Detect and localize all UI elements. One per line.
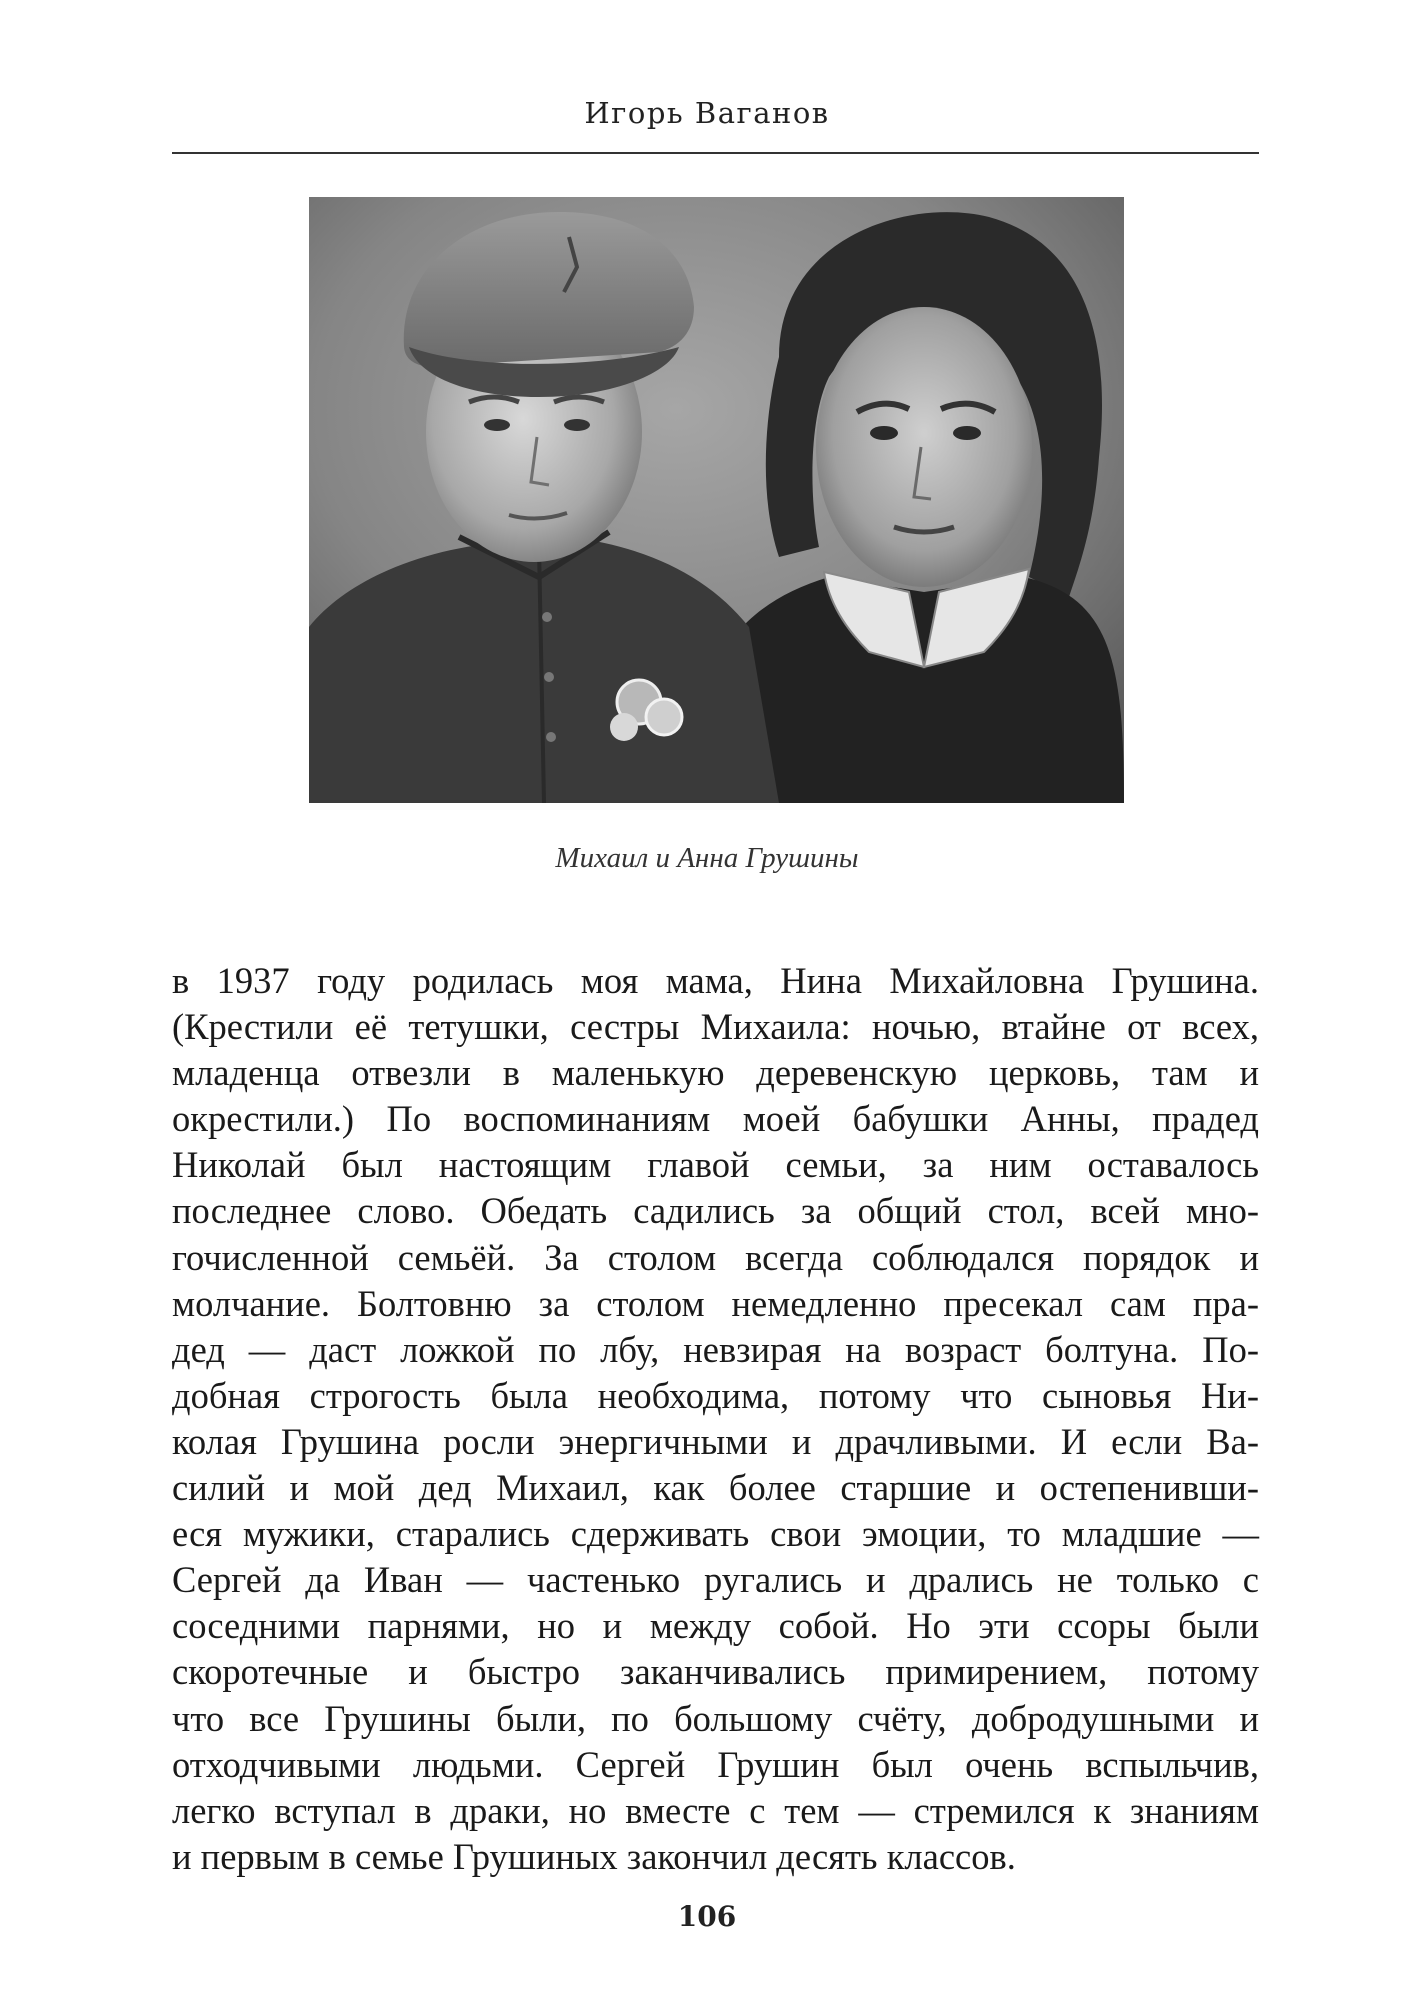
text-line: младенца отвезли в маленькую деревенскую церковь, там и — [172, 1052, 1259, 1094]
man-eye-left — [484, 419, 510, 431]
text-line: и первым в семье Грушиных закончил десять классов. — [172, 1835, 1016, 1877]
text-line: скоротечные и быстро заканчивались примирением, потому — [172, 1651, 1259, 1693]
text-line: соседними парнями, но и между собой. Но эти ссоры были — [172, 1605, 1259, 1647]
text-line: что все Грушины были, по большому счёту, добродушными и — [172, 1697, 1259, 1739]
man-button-3 — [546, 732, 556, 742]
text-line: молчание. Болтовню за столом немедленно пресекал сам пра- — [172, 1282, 1259, 1324]
photo-caption: Михаил и Анна Грушины — [555, 842, 859, 874]
text-line: добная строгость была необходима, потому что сыновья Ни- — [172, 1374, 1259, 1416]
body-paragraph — [172, 958, 1259, 1880]
woman-eye-right — [953, 426, 981, 440]
text-line: последнее слово. Обедать садились за общий стол, всей мно- — [172, 1190, 1259, 1232]
text-line: гочисленной семьёй. За столом всегда соблюдался порядок и — [172, 1236, 1259, 1278]
man-button-2 — [544, 672, 554, 682]
woman-face — [816, 307, 1032, 587]
running-head-author: Игорь Ваганов — [584, 96, 830, 130]
man-eye-right — [564, 419, 590, 431]
text-line: в 1937 году родилась моя мама, Нина Михайловна Грушина. — [172, 960, 1259, 1001]
text-line: Николай был настоящим главой семьи, за ним оставалось — [172, 1144, 1259, 1186]
text-line: силий и мой дед Михаил, как более старшие и остепенивши- — [172, 1467, 1259, 1509]
text-line: колая Грушина росли энергичными и драчливыми. И если Ва- — [172, 1420, 1259, 1462]
text-line: (Крестили её тетушки, сестры Михаила: ночью, втайне от всех, — [172, 1006, 1259, 1048]
page-number: 106 — [677, 1900, 737, 1933]
portrait-photo-drawing — [309, 197, 1124, 803]
text-line: легко вступал в драки, но вместе с тем — стремился к знаниям — [172, 1789, 1259, 1831]
header-rule — [172, 152, 1259, 154]
text-line: окрестили.) По воспоминаниям моей бабушки Анны, прадед — [172, 1098, 1259, 1140]
woman-eye-left — [870, 426, 898, 440]
text-line: отходчивыми людьми. Сергей Грушин был очень вспыльчив, — [172, 1743, 1259, 1785]
text-line: Сергей да Иван — частенько ругались и дрались не только с — [172, 1559, 1259, 1601]
text-line: дед — даст ложкой по лбу, невзирая на возраст болтуна. По- — [172, 1328, 1259, 1370]
text-line: еся мужики, старались сдерживать свои эмоции, то младшие — — [172, 1513, 1259, 1555]
portrait-photo — [309, 197, 1124, 803]
man-button-1 — [542, 612, 552, 622]
